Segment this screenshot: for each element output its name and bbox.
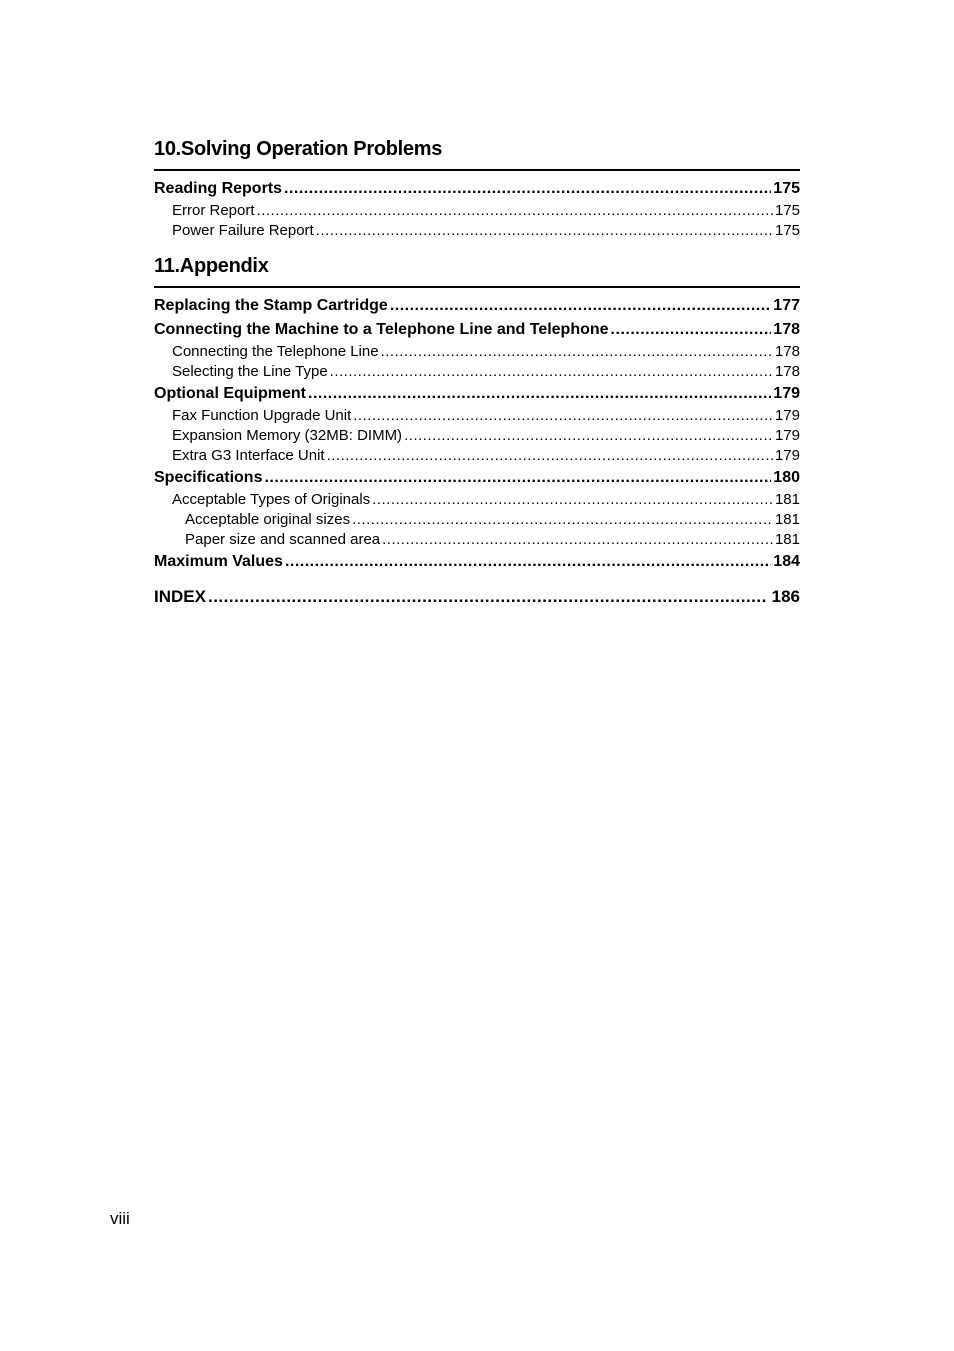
toc-entry-replacing-stamp-cartridge[interactable] [154,294,800,318]
dot-leader [264,466,771,490]
toc-entry-connecting-telephone-line[interactable] [154,342,800,362]
chapter-11 [154,253,800,574]
entry-label: Connecting the Telephone Line [172,343,379,360]
entry-label: INDEX [154,587,206,606]
toc-entry-paper-size-scanned-area[interactable] [154,530,800,550]
toc-entry-maximum-values[interactable] [154,550,800,574]
entry-label: Specifications [154,469,263,486]
toc-entry-extra-g3-interface[interactable] [154,446,800,466]
entry-page: 175 [774,202,800,219]
dot-leader [284,177,771,201]
toc-entry-optional-equipment[interactable] [154,382,800,406]
toc-entry-acceptable-sizes[interactable] [154,510,800,530]
entry-label: Selecting the Line Type [172,363,328,380]
toc-entry-error-report[interactable] [154,201,800,221]
entry-page: 181 [774,511,800,528]
entry-page: 178 [773,321,800,338]
entry-label: Optional Equipment [154,385,306,402]
dot-leader [390,294,771,318]
entry-label: Maximum Values [154,553,283,570]
dot-leader [404,426,773,446]
dot-leader [327,446,773,466]
chapter-title: 10.Solving Operation Problems [154,136,800,171]
dot-leader [330,362,773,382]
toc-entry-specifications[interactable] [154,466,800,490]
toc-entry-fax-function-upgrade[interactable] [154,406,800,426]
entry-label: Expansion Memory (32MB: DIMM) [172,427,403,444]
dot-leader [352,510,773,530]
toc-entry-index[interactable] [154,584,800,610]
chapter-10 [154,136,800,241]
entry-page: 179 [773,385,800,402]
entry-page: 178 [774,343,800,360]
entry-label: Fax Function Upgrade Unit [172,407,352,424]
entry-page: 179 [774,427,800,444]
toc-entry-connecting-machine[interactable] [154,318,800,342]
entry-page: 177 [773,297,800,314]
entry-label: Paper size and scanned area [185,531,381,548]
entry-page: 180 [773,469,800,486]
toc-entry-reading-reports[interactable] [154,177,800,201]
entry-page: 175 [773,180,800,197]
dot-leader [257,201,773,221]
entry-page: 184 [773,553,800,570]
dot-leader [208,584,766,610]
dot-leader [382,530,773,550]
entry-label: Connecting the Machine to a Telephone Line and Telephone [154,321,609,338]
entry-label: Extra G3 Interface Unit [172,447,325,464]
dot-leader [285,550,771,574]
dot-leader [611,318,772,342]
chapter-title: 11.Appendix [154,253,800,288]
entry-label: Power Failure Report [172,222,314,239]
entry-page: 179 [774,407,800,424]
entry-page: 181 [774,531,800,548]
entry-page: 186 [771,587,800,606]
entry-page: 175 [774,222,800,239]
entry-page: 179 [774,447,800,464]
table-of-contents [154,136,800,610]
entry-label: Acceptable original sizes [185,511,351,528]
toc-entry-expansion-memory[interactable] [154,426,800,446]
entry-label: Acceptable Types of Originals [172,491,371,508]
dot-leader [372,490,773,510]
dot-leader [308,382,771,406]
dot-leader [381,342,773,362]
toc-entry-acceptable-types[interactable] [154,490,800,510]
dot-leader [316,221,773,241]
entry-page: 178 [774,363,800,380]
dot-leader [353,406,773,426]
entry-label: Error Report [172,202,255,219]
page-number: viii [110,1209,130,1228]
entry-label: Replacing the Stamp Cartridge [154,297,388,314]
toc-entry-selecting-line-type[interactable] [154,362,800,382]
entry-page: 181 [774,491,800,508]
toc-entry-power-failure-report[interactable] [154,221,800,241]
entry-label: Reading Reports [154,180,283,197]
